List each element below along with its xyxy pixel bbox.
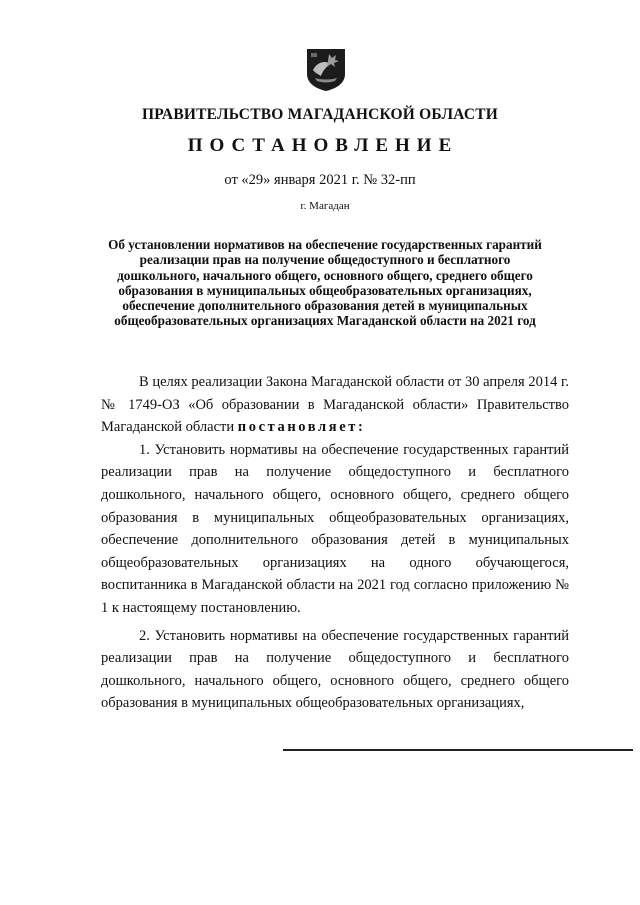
page-divider	[283, 749, 633, 751]
document-type: ПОСТАНОВЛЕНИЕ	[187, 135, 459, 156]
preamble-emphasis: постановляет:	[237, 419, 366, 436]
coat-of-arms-icon	[305, 48, 347, 92]
preamble-text: В целях реализации Закона Магаданской области от 30 апреля 2014 г. № 1749-ОЗ «Об образовании в Магаданской области» Правительство Магаданской области	[101, 374, 569, 436]
government-name: ПРАВИТЕЛЬСТВО МАГАДАНСКОЙ ОБЛАСТИ	[141, 106, 499, 123]
city-name: г. Магадан	[300, 200, 350, 212]
document-title: Об установлении нормативов на обеспечение государственных гарантий реализации прав на получение общедоступного и бесплатного дошкольного, начального общего, основного общего, среднего общего образования в муниципальных общеобразовательных организациях, обеспечение дополнительного образования детей в муниципальных общеобразовательных организациях Магаданской области на 2021 год	[108, 237, 542, 329]
document-body	[101, 371, 569, 715]
item-2-paragraph: 2. Установить нормативы на обеспечение государственных гарантий реализации прав на получение общедоступного и бесплатного дошкольного, начального общего, основного общего, среднего общего образования в муниципальных общеобразовательных организациях,	[101, 627, 569, 712]
date-number-line: от «29» января 2021 г. № 32-пп	[224, 172, 416, 188]
preamble-paragraph	[101, 371, 569, 439]
item-1-paragraph: 1. Установить нормативы на обеспечение государственных гарантий реализации прав на получение общедоступного и бесплатного дошкольного, начального общего, основного общего, среднего общего образования в муниципальных общеобразовательных организациях, обеспечение дополнительного образования детей в муниципальных общеобразовательных организациях на одного обучающегося, воспитанника в Магаданской области на 2021 год согласно приложению № 1 к настоящему постановлению.	[101, 441, 569, 616]
